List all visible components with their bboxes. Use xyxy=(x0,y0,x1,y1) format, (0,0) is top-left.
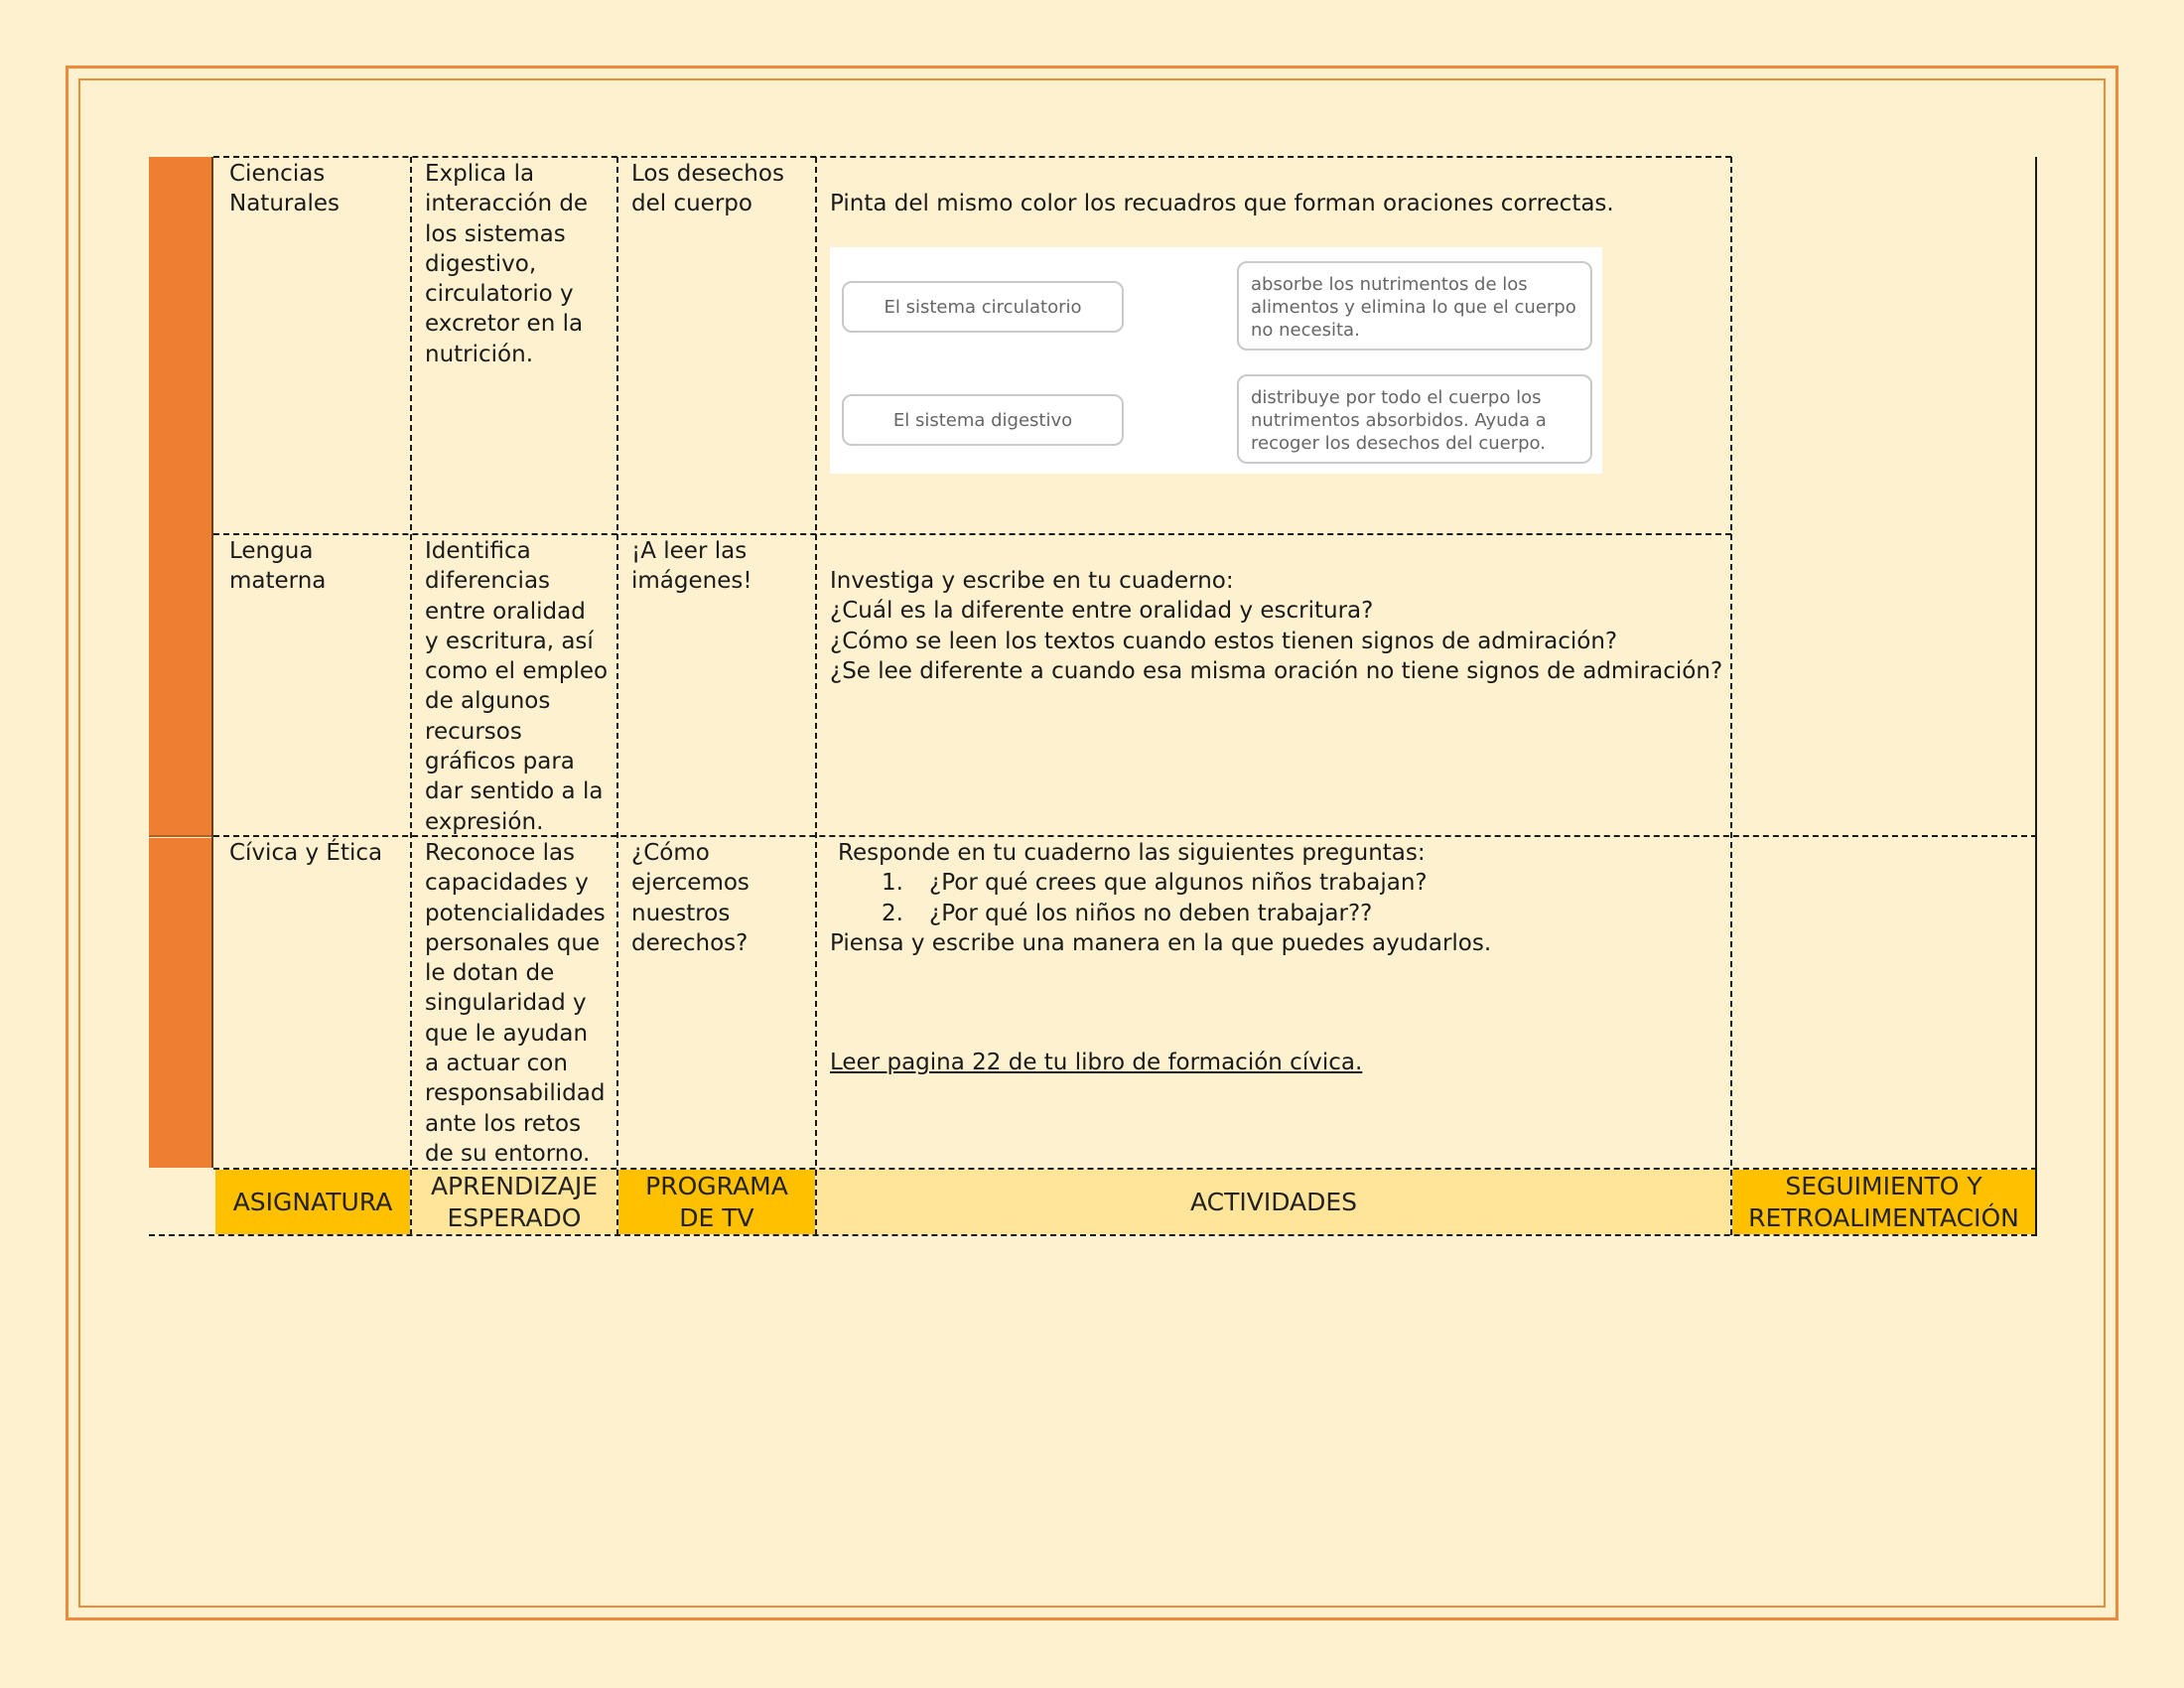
side-strip-bottom xyxy=(149,838,213,1168)
header-activities: ACTIVIDADES xyxy=(817,1170,1730,1234)
row3-learning: Reconoce las capacidades y potencialidades personales que le dotan de singularidad y que le ayudan a actuar con responsabilidad ante los retos de su entorno. xyxy=(425,840,606,1167)
side-strip-divider xyxy=(149,835,213,837)
row2-activity-line-2: ¿Cuál es la diferente entre oralidad y escritura? xyxy=(830,598,1374,625)
row3-activity xyxy=(830,838,1491,958)
exercise-box-absorbs: absorbe los nutrimentos de los alimentos y elimina lo que el cuerpo no necesita. xyxy=(1237,261,1592,351)
row3-question-2-text: ¿Por qué los niños no deben trabajar?? xyxy=(929,900,1373,926)
row2-tv-program: ¡A leer las imágenes! xyxy=(631,538,752,595)
row3-question-1-number: 1. xyxy=(882,870,903,897)
row2-activity-line-4: ¿Se lee diferente a cuando esa misma oración no tiene signos de admiración? xyxy=(830,657,1723,684)
row1-activity-instruction: Pinta del mismo color los recuadros que forman oraciones correctas. xyxy=(830,191,1614,216)
row2-subject: Lengua materna xyxy=(229,538,327,595)
row3-reading-link[interactable]: Leer pagina 22 de tu libro de formación cívica. xyxy=(830,1050,1363,1075)
row1-activity xyxy=(830,189,1614,218)
row-line-1 xyxy=(213,533,1731,535)
row2-activity-line-3: ¿Cómo se leen los textos cuando estos tienen signos de admiración? xyxy=(830,628,1618,654)
row3-tv-program: ¿Cómo ejercemos nuestros derechos? xyxy=(631,840,750,956)
row1-tv-program: Los desechos del cuerpo xyxy=(631,161,784,217)
col-line-4 xyxy=(1730,157,1732,1235)
col-line-1 xyxy=(410,157,412,1235)
exercise-box-circulatory: El sistema circulatorio xyxy=(842,281,1124,333)
row3-subject: Cívica y Ética xyxy=(229,840,383,866)
row3-question-1-text: ¿Por qué crees que algunos niños trabajan? xyxy=(929,870,1428,897)
header-learning: APRENDIZAJE ESPERADO xyxy=(412,1170,616,1234)
row-line-top xyxy=(213,156,1731,158)
row3-activity-closing: Piensa y escribe una manera en la que puedes ayudarlos. xyxy=(830,929,1492,956)
matching-exercise-image xyxy=(830,247,1602,474)
row1-subject: Ciencias Naturales xyxy=(229,161,340,217)
row3-question-1 xyxy=(830,868,1491,898)
row-line-bottom xyxy=(149,1234,2037,1236)
row3-question-2 xyxy=(830,899,1491,928)
exercise-box-distributes: distribuye por todo el cuerpo los nutrimentos absorbidos. Ayuda a recoger los desechos del cuerpo. xyxy=(1237,374,1592,464)
header-feedback: SEGUIMIENTO Y RETROALIMENTACIÓN xyxy=(1732,1170,2035,1234)
row1-learning: Explica la interacción de los sistemas digestivo, circulatorio y excretor en la nutrición. xyxy=(425,161,589,367)
row2-learning: Identifica diferencias entre oralidad y escritura, así como el empleo de algunos recursos gráficos para dar sentido a la expresión. xyxy=(425,538,609,835)
col-line-2 xyxy=(616,157,618,1235)
side-strip-edge xyxy=(211,157,213,1168)
row2-activity xyxy=(830,566,1722,686)
row2-activity-line-1: Investiga y escribe en tu cuaderno: xyxy=(830,568,1234,594)
col-line-right xyxy=(2035,157,2037,1235)
side-strip-top xyxy=(149,157,213,836)
exercise-box-digestive: El sistema digestivo xyxy=(842,394,1124,446)
row3-activity-intro: Responde en tu cuaderno las siguientes preguntas: xyxy=(838,840,1426,866)
row3-question-2-number: 2. xyxy=(882,900,903,926)
col-line-3 xyxy=(815,157,817,1235)
header-subject: ASIGNATURA xyxy=(215,1170,410,1234)
header-tv-program: PROGRAMA DE TV xyxy=(618,1170,815,1234)
